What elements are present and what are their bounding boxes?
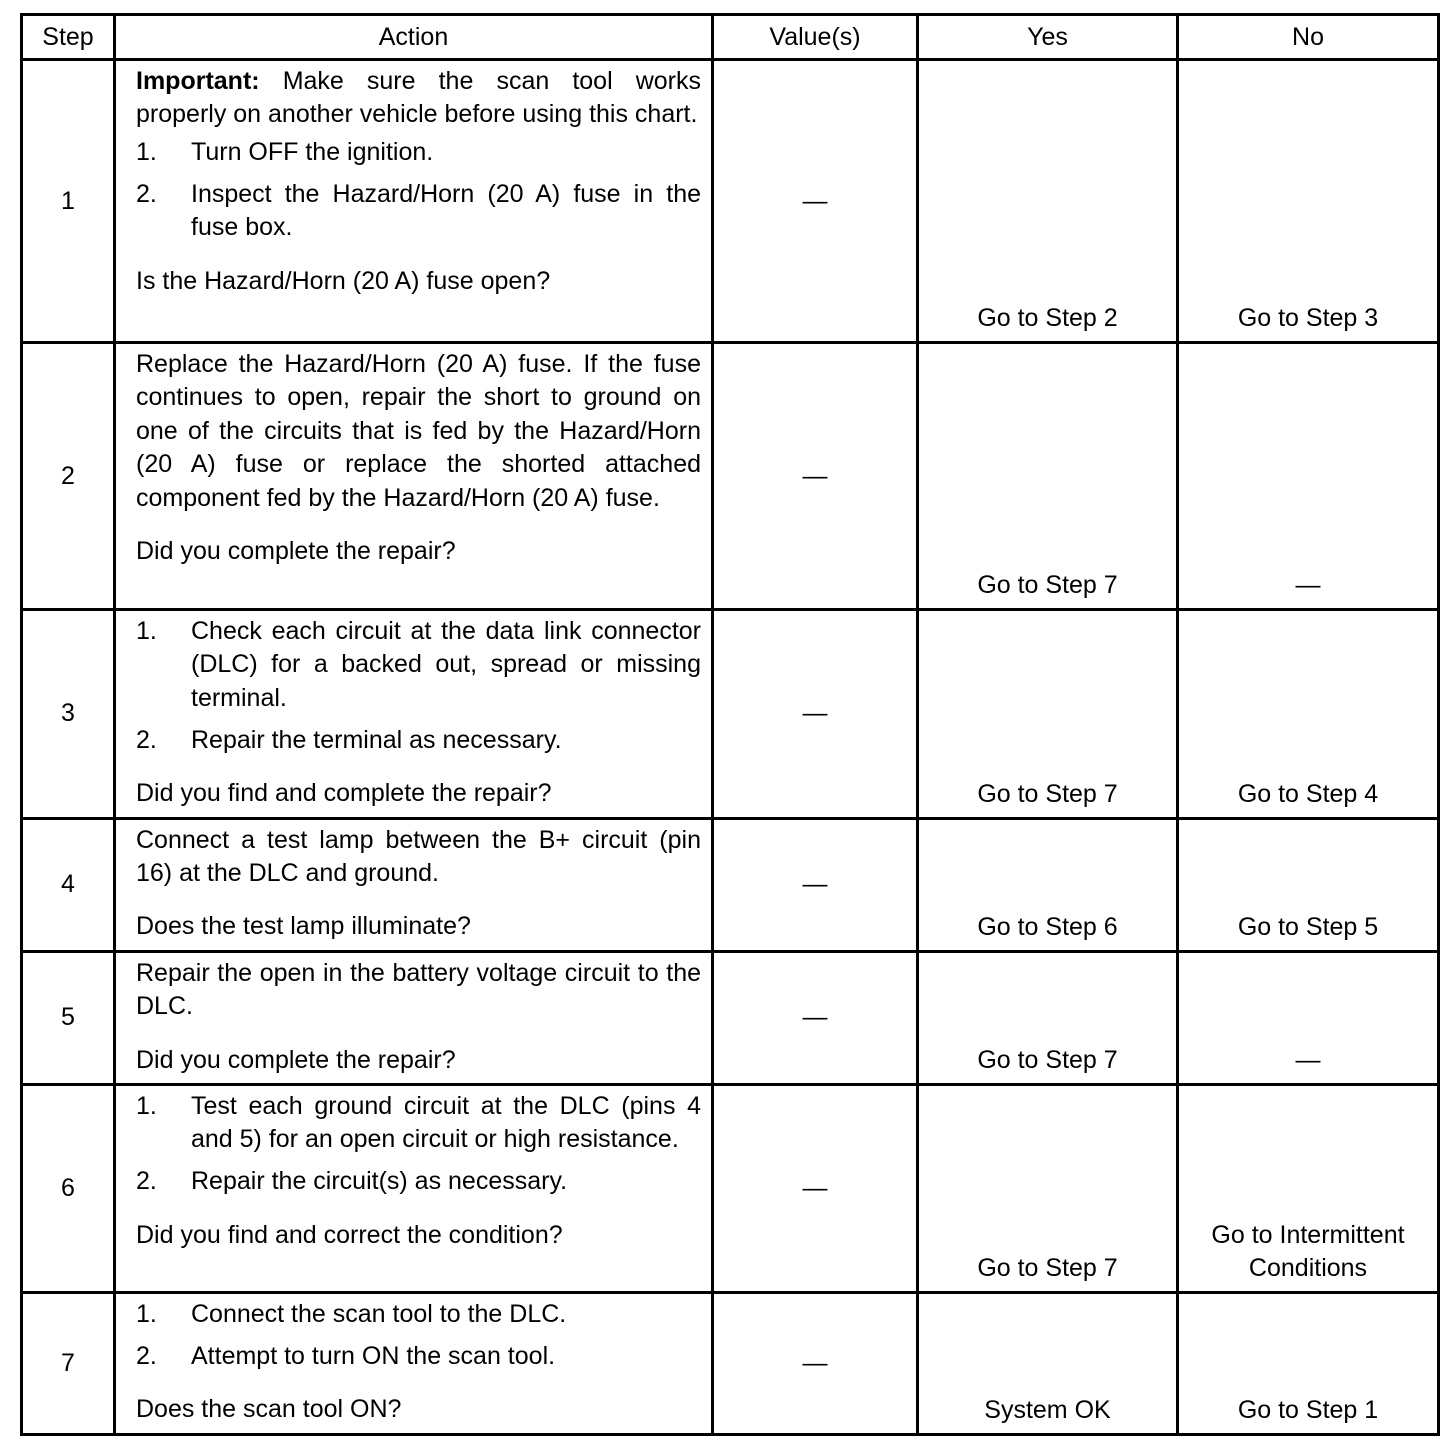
no-cell: Go to Step 4 <box>1178 610 1439 819</box>
action-question: Did you find and correct the condition? <box>136 1220 563 1249</box>
step-number: 3 <box>22 610 115 819</box>
list-item: 2. Attempt to turn ON the scan tool. <box>136 1342 556 1371</box>
table-row <box>22 951 1439 1084</box>
action-question: Is the Hazard/Horn (20 A) fuse open? <box>136 266 551 295</box>
step-number: 2 <box>22 343 115 610</box>
action-cell <box>115 60 713 343</box>
list-item: 1. Check each circuit at the data link connector (DLC) for a backed out, spread or missing terminal. <box>136 617 701 712</box>
action-text: Replace the Hazard/Horn (20 A) fuse. If the fuse continues to open, repair the short to ground on one of the circuits that is fed by the Hazard/Horn (20 A) fuse or replace the shorted attached component fed by the Hazard/Horn (20 A) fuse. <box>136 350 701 512</box>
no-cell <box>1178 1085 1439 1293</box>
action-list <box>136 1298 701 1373</box>
action-cell <box>115 610 713 819</box>
value-cell: — <box>713 951 918 1084</box>
action-text: Repair the open in the battery voltage circuit to the DLC. <box>136 958 701 1021</box>
yes-cell: Go to Step 7 <box>918 951 1178 1084</box>
action-cell <box>115 343 713 610</box>
no-cell: Go to Step 3 <box>1178 60 1439 343</box>
header-step: Step <box>22 15 115 60</box>
diagnostic-table <box>20 13 1437 1434</box>
yes-cell: Go to Step 7 <box>918 343 1178 610</box>
action-cell <box>115 818 713 951</box>
action-text: Connect a test lamp between the B+ circuit (pin 16) at the DLC and ground. <box>136 825 701 888</box>
action-question: Does the scan tool ON? <box>136 1395 402 1424</box>
list-item: 1. Turn OFF the ignition. <box>136 137 434 166</box>
action-list <box>136 615 701 757</box>
step-number: 1 <box>22 60 115 343</box>
action-question: Did you complete the repair? <box>136 537 456 566</box>
no-cell: Go to Step 5 <box>1178 818 1439 951</box>
important-label: Important: <box>136 67 260 95</box>
list-item: 1. Connect the scan tool to the DLC. <box>136 1300 567 1329</box>
yes-cell: Go to Step 7 <box>918 1085 1178 1293</box>
list-item: 1. Test each ground circuit at the DLC (pins 4 and 5) for an open circuit or high resistance. <box>136 1092 701 1154</box>
value-cell: — <box>713 1293 918 1435</box>
yes-cell: Go to Step 2 <box>918 60 1178 343</box>
value-cell: — <box>713 610 918 819</box>
table-row <box>22 343 1439 610</box>
header-values: Value(s) <box>713 15 918 60</box>
yes-cell: Go to Step 6 <box>918 818 1178 951</box>
step-number: 6 <box>22 1085 115 1293</box>
no-cell: — <box>1178 951 1439 1084</box>
list-item: 2. Repair the circuit(s) as necessary. <box>136 1167 568 1196</box>
list-item: 2. Repair the terminal as necessary. <box>136 725 562 754</box>
table-row <box>22 1085 1439 1293</box>
action-cell <box>115 951 713 1084</box>
value-cell: — <box>713 60 918 343</box>
important-text: Make sure the scan tool works properly on another vehicle before using this chart. <box>136 67 701 129</box>
important-note <box>136 65 701 132</box>
action-question: Did you complete the repair? <box>136 1045 456 1074</box>
list-item: 2. Inspect the Hazard/Horn (20 A) fuse in the fuse box. <box>136 179 701 242</box>
step-number: 7 <box>22 1293 115 1435</box>
step-number: 4 <box>22 818 115 951</box>
value-cell: — <box>713 818 918 951</box>
table-row <box>22 818 1439 951</box>
table-row <box>22 60 1439 343</box>
value-cell: — <box>713 343 918 610</box>
step-number: 5 <box>22 951 115 1084</box>
no-cell: — <box>1178 343 1439 610</box>
no-line-2: Conditions <box>1248 1254 1368 1283</box>
action-question: Did you find and complete the repair? <box>136 779 552 808</box>
table-row <box>22 610 1439 819</box>
yes-cell: System OK <box>918 1293 1178 1435</box>
header-row <box>22 15 1439 60</box>
action-cell <box>115 1085 713 1293</box>
no-line-1: Go to Intermittent <box>1211 1221 1405 1250</box>
table-row <box>22 1293 1439 1435</box>
action-list <box>136 136 701 245</box>
header-no: No <box>1178 15 1439 60</box>
action-question: Does the test lamp illuminate? <box>136 912 471 941</box>
action-list <box>136 1090 701 1199</box>
no-cell: Go to Step 1 <box>1178 1293 1439 1435</box>
value-cell: — <box>713 1085 918 1293</box>
yes-cell: Go to Step 7 <box>918 610 1178 819</box>
header-yes: Yes <box>918 15 1178 60</box>
action-cell <box>115 1293 713 1435</box>
header-action: Action <box>115 15 713 60</box>
